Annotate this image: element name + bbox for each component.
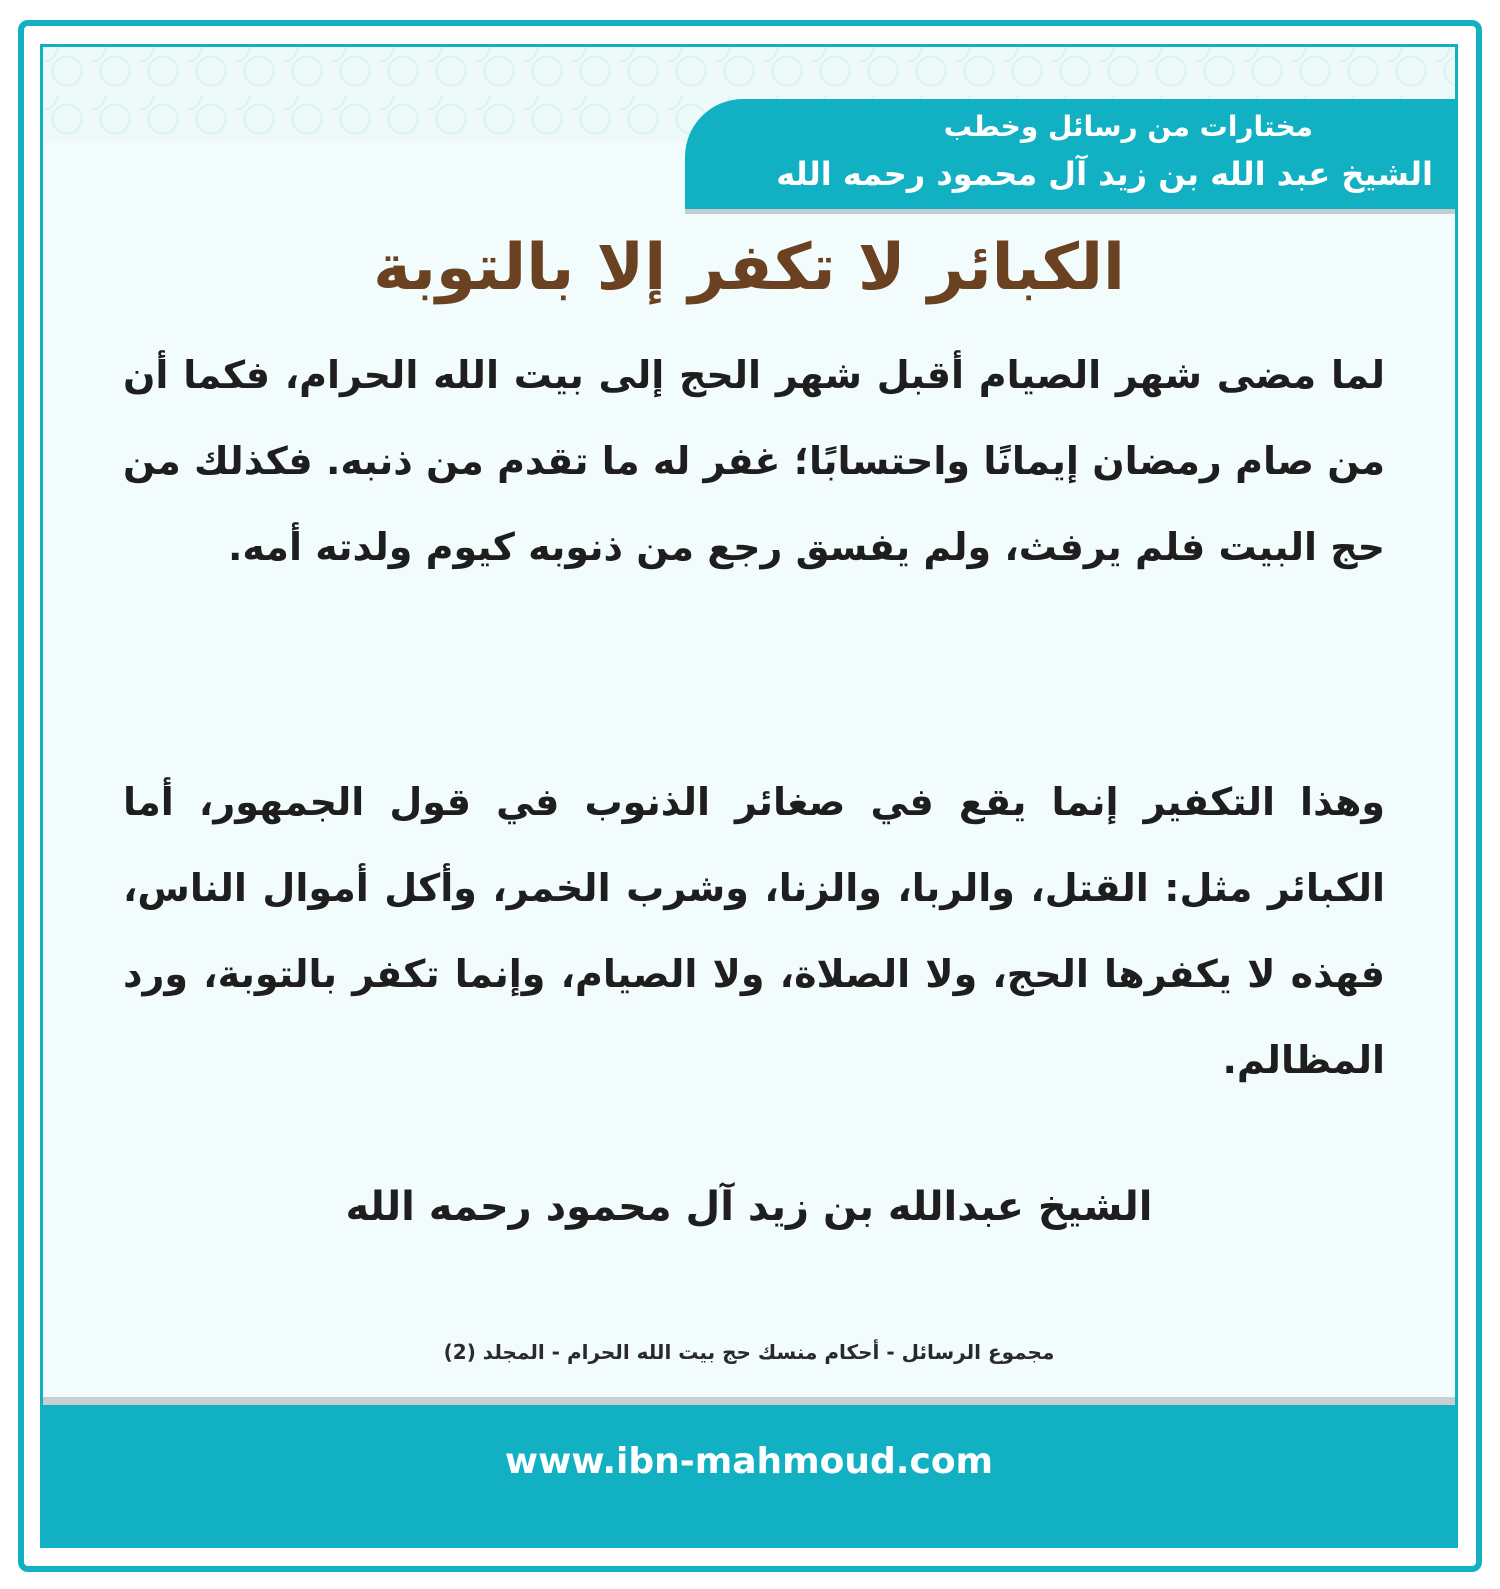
paragraph-1: لما مضى شهر الصيام أقبل شهر الحج إلى بيت الله الحرام، فكما أن من صام رمضان إيمانًا واحتسابًا؛ غفر له ما تقدم من ذنبه. فكذلك من حج البيت فلم يرفث، ولم يفسق رجع من ذنوبه كيوم ولدته أمه. [123, 353, 1385, 569]
website-url: www.ibn-mahmoud.com [504, 1441, 994, 1482]
footer-bar [43, 1405, 1455, 1545]
footer-divider [43, 1397, 1455, 1405]
header-author-name: الشيخ عبد الله بن زيد آل محمود رحمه الله [776, 155, 1433, 193]
source-citation: مجموع الرسائل - أحكام منسك حج بيت الله الحرام - المجلد (2) [443, 1340, 1055, 1364]
header-series-title: مختارات من رسائل وخطب [943, 110, 1313, 143]
paragraph-2: وهذا التكفير إنما يقع في صغائر الذنوب في قول الجمهور، أما الكبائر مثل: القتل، والربا، والزنا، وشرب الخمر، وأكل أموال الناس، فهذه لا يكفرها الحج، ولا الصلاة، ولا الصيام، وإنما تكفر بالتوبة، ورد المظالم. [123, 780, 1385, 1082]
content-card [40, 44, 1458, 1548]
author-signature: الشيخ عبدالله بن زيد آل محمود رحمه الله [345, 1184, 1153, 1230]
page-title: الكبائر لا تكفر إلا بالتوبة [373, 231, 1125, 305]
header-banner [685, 99, 1455, 209]
